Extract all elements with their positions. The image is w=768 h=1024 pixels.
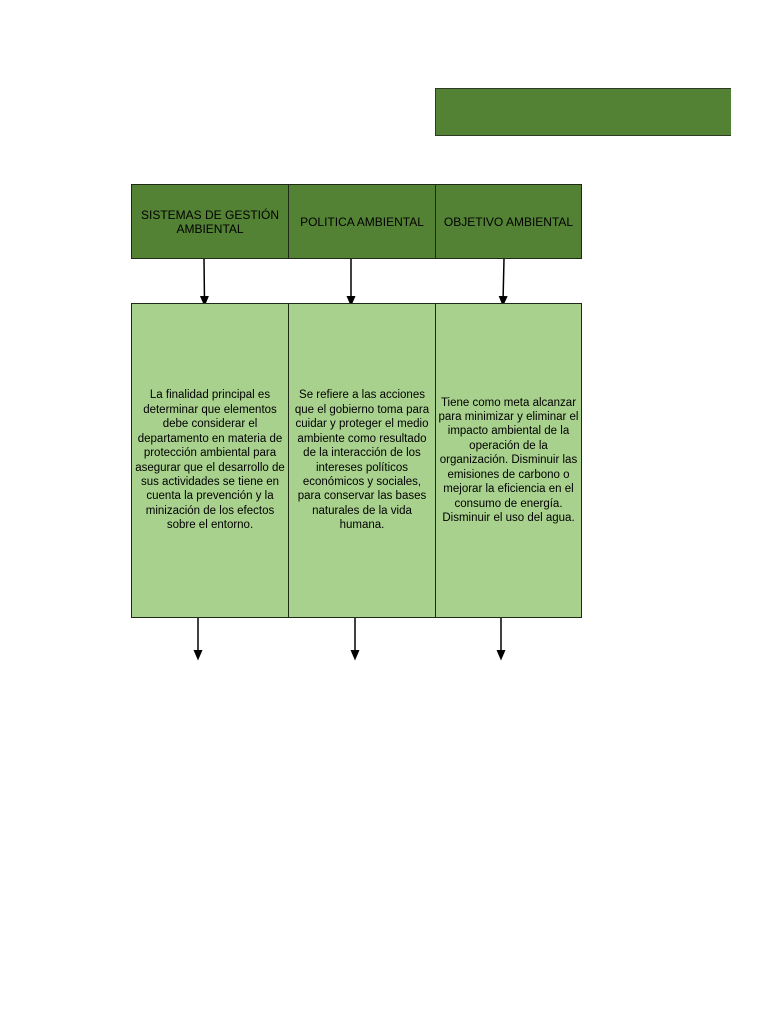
header-objetivo-ambiental: OBJETIVO AMBIENTAL [436, 185, 581, 258]
body-objetivo-ambiental: Tiene como meta alcanzar para minimizar y eliminar el impacto ambiental de la operación de la organización. Disminuir las emisiones de carbono o mejorar la eficiencia en el consumo de energía. Disminuir el uso del agua. [436, 304, 581, 617]
header-politica-ambiental: POLITICA AMBIENTAL [289, 185, 436, 258]
body-row [131, 303, 582, 618]
header-sistemas-gestion: SISTEMAS DE GESTIÓN AMBIENTAL [132, 185, 289, 258]
arrow-header-to-body-3 [503, 259, 504, 302]
body-sistemas-gestion: La finalidad principal es determinar que elementos debe considerar el departamento en materia de protección ambiental para asegurar que el desarrollo de sus actividades se tiene en cuenta la prevención y la minización de los efectos sobre el entorno. [132, 304, 289, 617]
body-politica-ambiental: Se refiere a las acciones que el gobierno toma para cuidar y proteger el medio ambiente como resultado de la interacción de los intereses políticos económicos y sociales, para conservar las bases naturales de la vida humana. [289, 304, 436, 617]
arrow-header-to-body-1 [204, 259, 205, 302]
